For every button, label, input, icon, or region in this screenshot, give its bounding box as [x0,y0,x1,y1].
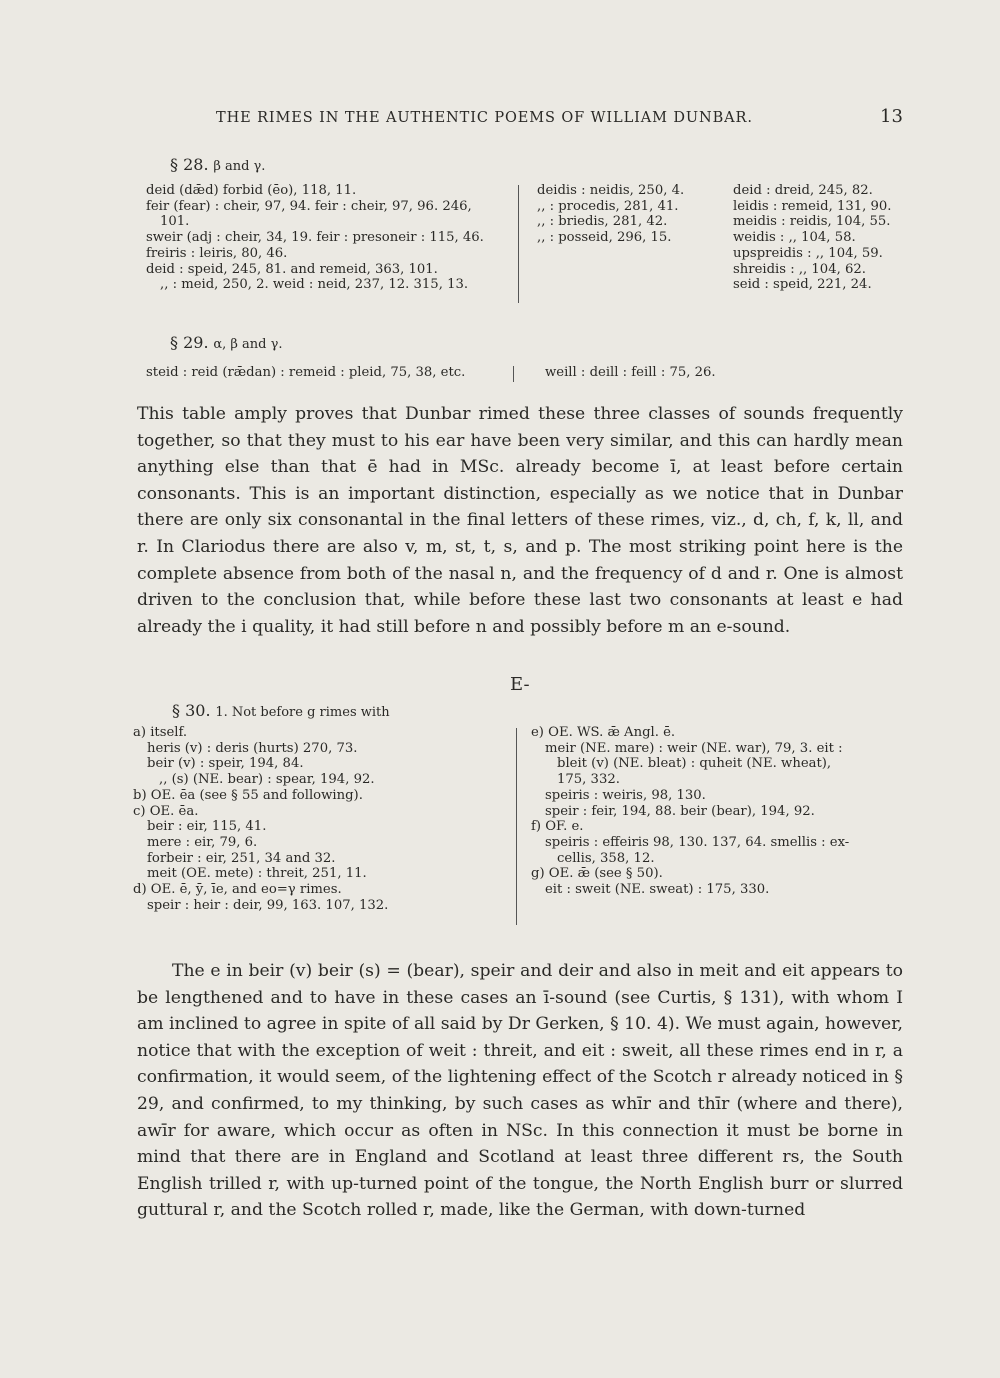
sec30-right-column [531,725,849,898]
rime-line: eit : sweit (NE. sweat) : 175, 330. [545,882,770,898]
rime-line: seid : speid, 221, 24. [733,277,872,293]
section-subtitle: β and γ. [213,159,266,174]
rime-line: feir (fear) : cheir, 97, 94. feir : cheir, 97, 96. 246, [146,198,472,214]
rime-line: deidis : neidis, 250, 4. [537,183,685,198]
sec28-right-column-a [537,183,684,246]
rime-line: 175, 332. [557,772,620,788]
rime-line: ,, (s) (NE. bear) : spear, 194, 92. [159,772,375,788]
sec29-right-line: weill : deill : feill : 75, 26. [545,365,716,380]
page-number: 13 [880,106,903,127]
section-number: § 30. [172,701,211,720]
rime-line: f) OF. e. [531,819,584,835]
rime-line: deid : speid, 245, 81. and remeid, 363, 101. [146,261,438,277]
sec28-right-column-b [733,183,891,293]
section-subtitle: α, β and γ. [213,337,283,352]
rime-line: shreidis : ,, 104, 62. [733,261,866,277]
rime-line: 101. [160,214,190,230]
section-29-heading [170,333,282,352]
running-header: THE RIMES IN THE AUTHENTIC POEMS OF WILLIAM DUNBAR. [216,110,753,126]
rime-line: cellis, 358, 12. [557,850,655,866]
rime-line: ,, : procedis, 281, 41. [537,198,679,214]
column-divider [513,366,514,382]
rime-line: ,, : posseid, 296, 15. [537,230,672,246]
rime-line: g) OE. ǣ (see § 50). [531,866,663,882]
rime-line: deid (dǣd) forbid (ēo), 118, 11. [146,183,357,198]
rime-line: bleit (v) (NE. bleat) : quheit (NE. wheat), [557,756,832,772]
rime-line: mere : eir, 79, 6. [147,834,258,850]
rime-line: d) OE. ē, ȳ, īe, and eo=γ rimes. [133,882,342,898]
rime-line: speiris : effeiris 98, 130. 137, 64. smellis : ex- [545,834,850,850]
rime-line: beir : eir, 115, 41. [147,819,267,835]
rime-line: speiris : weiris, 98, 130. [545,787,706,803]
section-number: § 28. [170,155,209,174]
rime-line: leidis : remeid, 131, 90. [733,198,892,214]
rime-line: meir (NE. mare) : weir (NE. war), 79, 3. eit : [545,740,843,756]
rime-line: meit (OE. mete) : threit, 251, 11. [147,866,367,882]
sec29-left-line: steid : reid (rǣdan) : remeid : pleid, 75, 38, etc. [146,365,466,380]
section-number: § 29. [170,333,209,352]
rime-line: speir : feir, 194, 88. beir (bear), 194, 92. [545,803,815,819]
rime-line: freiris : leiris, 80, 46. [146,245,288,261]
rime-line: sweir (adj : cheir, 34, 19. feir : presoneir : 115, 46. [146,230,484,246]
column-divider [516,728,517,925]
sec28-left-column [146,183,484,293]
section-28-heading [170,155,265,174]
rime-line: upspreidis : ,, 104, 59. [733,245,883,261]
section-letter: E- [510,674,530,695]
rime-line: beir (v) : speir, 194, 84. [147,756,304,772]
rime-line: speir : heir : deir, 99, 163. 107, 132. [147,897,389,913]
rime-line: deid : dreid, 245, 82. [733,183,873,198]
body-paragraph-1: This table amply proves that Dunbar rimed these three classes of sounds frequently together, so that they must to his ear have been very similar, and this can hardly mean anything else than that ē had in MSc. already become ī, at least before certain consonants. This is an important distinction, especially as we notice that in Dunbar there are only six consonantal in the final letters of these rimes, viz., d, ch, f, k, ll, and r. In Clariodus there are also v, m, st, t, s, and p. The most striking point here is the complete absence from both of the nasal n, and the frequency of d and r. One is almost driven to the conclusion that, while before these last two consonants at least e had already the i quality, it had still before n and possibly before m an e-sound. [137,404,903,637]
rime-line: forbeir : eir, 251, 34 and 32. [147,850,336,866]
rime-line: c) OE. ēa. [133,803,199,819]
rime-line: b) OE. ēa (see § 55 and following). [133,787,363,803]
column-divider [518,185,519,303]
body-paragraph-2: The e in beir (v) beir (s) = (bear), speir and deir and also in meit and eit appears to be lengthened and to have in these cases an ī-sound (see Curtis, § 131), with whom I am inclined to agree in spite of all said by Dr Gerken, § 10. 4). We must again, however, notice that with the exception of weit : threit, and eit : sweit, all these rimes end in r, a confirmation, it would seem, of the lightening effect of the Scotch r already noticed in § 29, and confirmed, to my thinking, by such cases as whīr and thīr (where and there), awīr for aware, which occur as often in NSc. In this connection it must be borne in mind that there are in England and Scotland at least three different rs, the South English trilled r, with up-turned point of the tongue, the North English burr or slurred guttural r, and the Scotch rolled r, made, like the German, with down-turned [137,961,903,1221]
rime-line: weidis : ,, 104, 58. [733,230,856,246]
rime-line: meidis : reidis, 104, 55. [733,214,891,230]
section-subtitle: 1. Not before g rimes with [215,705,390,720]
rime-line: a) itself. [133,725,188,740]
rime-line: ,, : meid, 250, 2. weid : neid, 237, 12. 315, 13. [160,277,469,293]
rime-line: ,, : briedis, 281, 42. [537,214,668,230]
rime-line: heris (v) : deris (hurts) 270, 73. [147,740,358,756]
sec30-left-column [133,725,388,913]
section-30-heading [172,701,390,720]
rime-line: e) OE. WS. ǣ Angl. ē. [531,725,676,740]
